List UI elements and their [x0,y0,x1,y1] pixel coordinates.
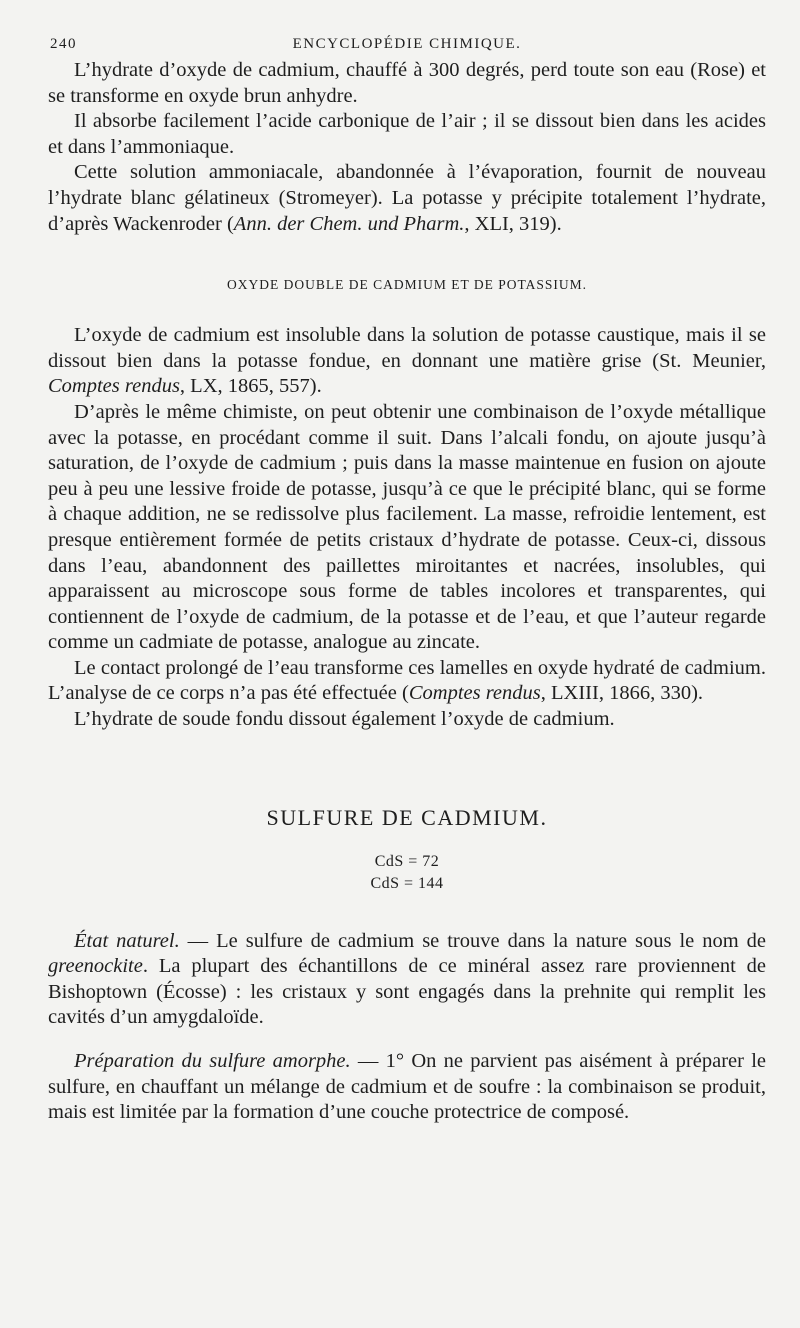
paragraph-cadmiate-preparation: D’après le même chimiste, on peut obtenir une combinaison de l’oxyde métallique avec la potasse, en procédant comme il suit. Dans l’alcali fondu, on ajoute jusqu’à saturation, de l’oxyde de cadmium ; puis dans la masse maintenue en fusion on ajoute peu à peu une lessive froide de potasse, jusqu’à ce que le précipité blanc, qui se forme à chaque addition, ne se redissolve plus facilement. La masse, refroidie lentement, est presque entièrement formée de petits cristaux d’hydrate de potasse. Ceux-ci, dissous dans l’eau, abandonnent des paillettes miroitantes et nacrées, insolubles, qui apparaissent au microscope sous forme de tables incolores et transparentes, qui contiennent de l’oxyde de cadmium, de la potasse et de l’eau, et que l’auteur regarde comme un cadmiate de potasse, analogue au zincate. [48,400,766,654]
paragraph-potash-insoluble: L’oxyde de cadmium est insoluble dans la solution de potasse caustique, mais il se dissout bien dans la potasse fondue, en donnant une matière grise (St. Meunier, Comptes rendus, LX, 1865, 557). [48,324,766,398]
formula-block [48,851,766,895]
paragraph-natural-state: État naturel. — Le sulfure de cadmium se trouve dans la nature sous le nom de greenockite. La plupart des échantillons de ce minéral assez rare proviennent de Bishoptown (Écosse) : les cristaux y sont engagés dans la prehnite qui remplit les cavités d’un amygdaloïde. [48,929,767,1029]
mineral-name: greenockite [48,955,143,978]
paragraph-hydrate-absorption: Il absorbe facilement l’acide carbonique de l’air ; il se dissout bien dans les acides et dans l’ammoniaque. [48,110,766,158]
section-title: SULFURE DE CADMIUM. [266,804,548,830]
run-in-heading: Préparation du sulfure amorphe. [74,1050,351,1073]
paragraph-ammoniacal-solution: Cette solution ammoniacale, abandonnée à l’évaporation, fournit de nouveau l’hydrate blanc gélatineux (Stromeyer). La potasse y précipite totalement l’hydrate, d’après Wackenroder (Ann. der Chem. und Pharm., XLI, 319). [48,161,766,235]
formula-equivalent: CdS = 72 [374,852,440,870]
running-title: ENCYCLOPÉDIE CHIMIQUE. [292,36,522,52]
paragraph-hydrate-heating: L’hydrate d’oxyde de cadmium, chauffé à 300 degrés, perd toute son eau (Rose) et se transforme en oxyde brun anhydre. [48,59,766,107]
paragraph-soda-hydrate: L’hydrate de soude fondu dissout également l’oxyde de cadmium. [74,708,615,731]
citation: Comptes rendus [48,375,180,398]
citation: Comptes rendus [408,682,541,705]
paragraph-water-contact: Le contact prolongé de l’eau transforme ces lamelles en oxyde hydraté de cadmium. L’analyse de ce corps n’a pas été effectuée (Comptes rendus, LXIII, 1866, 330). [48,656,766,705]
citation: Ann. der Chem. und Pharm. [233,212,465,235]
paragraph-gap [48,1031,766,1049]
page-number: 240 [50,36,77,52]
subsection-heading: OXYDE DOUBLE DE CADMIUM ET DE POTASSIUM. [226,277,588,293]
paragraph-preparation: Préparation du sulfure amorphe. — 1° On ne parvient pas aisément à préparer le sulfure, en chauffant un mélange de cadmium et de soufre : la combinaison se produit, mais est limitée par la formation d’une couche protectrice de composé. [48,1050,766,1124]
running-head [48,28,766,58]
formula-atomic: CdS = 144 [370,874,444,892]
run-in-heading: État naturel. [74,929,180,952]
